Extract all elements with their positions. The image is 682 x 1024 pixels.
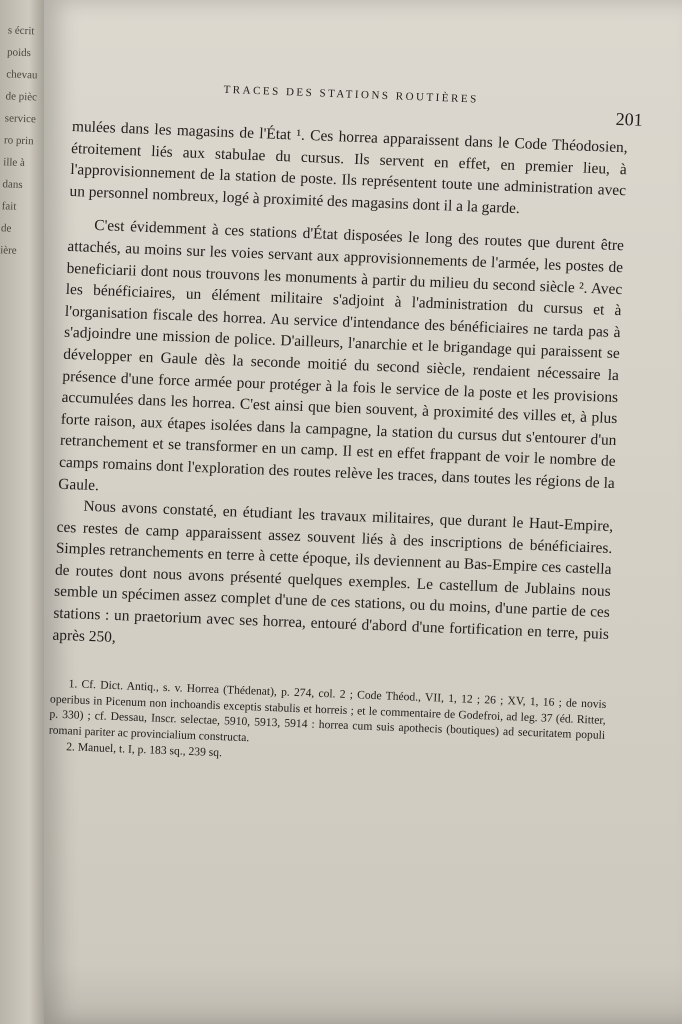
paragraph-2: C'est évidemment à ces stations d'État disposées le long des routes que durent être attachés, au moins sur les voies servant aux approvisionnements de l'armée, les postes de beneficiarii dont nous trouvons les monuments à partir du milieu du second siècle ². Avec les bénéficiaires, un élément militaire s'adjoint à l'administration du cursus et à l'organisation fiscale des horrea. Au service d'intendance des bénéficiaires ne tarda pas à s'adjoindre une mission de police. D'ailleurs, l'anarchie et le brigandage qui paraissent se développer en Gaule dès la seconde moitié du second siècle, rendaient nécessaire la présence d'une force armée pour protéger à la fois le service de la poste et les provisions accumulées dans les horrea. C'est ainsi que bien souvent, à proximité des villes et, à plus forte raison, aux étapes isolées dans la campagne, la station du cursus dut s'entourer d'un retranchement et se transformer en un camp. Il est en effet frappant de voir le nombre de camps romains dont l'exploration des routes relève les traces, dans toutes les régions de la Gaule. xyxy=(58,217,625,494)
fragment: ière xyxy=(0,244,17,257)
page-content xyxy=(48,76,644,775)
fragment: service xyxy=(4,112,37,126)
facing-page-edge xyxy=(0,0,48,1024)
book-page xyxy=(44,0,682,1024)
running-head: TRACES DES STATIONS ROUTIÈRES xyxy=(223,83,479,106)
fragment: poids xyxy=(6,46,32,60)
fragment: s écrit xyxy=(7,24,35,38)
facing-page-fragments xyxy=(0,19,48,262)
fragment: de pièc xyxy=(5,90,38,104)
paragraph-1: mulées dans les magasins de l'État ¹. Ces horrea apparaissent dans le Code Théodosien, étroitement liés aux stabulae du cursus. Ils servent en effet, en premier lieu, à l'approvisionnement de la station de poste. Ils représentent toute une administration avec un personnel nombreux, logé à proximité des magasins dont il a la garde. xyxy=(69,117,628,217)
fragment: ille à xyxy=(3,156,26,170)
body-text xyxy=(52,116,628,667)
paragraph-3: Nous avons constaté, en étudiant les travaux militaires, que durant le Haut-Empire, ces restes de camp apparaissent assez souvent liés à des inscriptions de bénéficiaires. Simples retranchements en terre à cette époque, ils deviennent au Bas-Empire ces castella de routes dont nous avons présenté quelques exemples. Le castellum de Jublains nous semble un spécimen assez complet d'une de ces stations, ou du moins, d'une partie de ces stations : un praetorium avec ses horrea, entouré d'abord d'une fortification en terre, puis après 250, xyxy=(52,497,614,646)
footnote-2: 2. Manuel, t. I, p. 183 sq., 239 sq. xyxy=(66,739,223,759)
page-shadow xyxy=(44,964,682,1024)
page-number: 201 xyxy=(615,108,644,130)
footnotes xyxy=(48,676,607,775)
fragment: de xyxy=(0,222,12,235)
fragment: fait xyxy=(1,200,17,213)
fragment: chevau xyxy=(6,68,38,82)
footnote-1: 1. Cf. Dict. Antiq., s. v. Horrea (Thédenat), p. 274, col. 2 ; Code Théod., VII, 1, 12 ; 26 ; XV, 1, 16 ; de novis operibus in Picenum non inchoandis exceptis stabulis et horreis ; et le commentaire de Godefroi, ad leg. 37 (éd. Ritter, p. 330) ; cf. Dessau, Inscr. selectae, 5910, 5913, 5914 : horrea cum suis apothecis (boutiques) ad securitatem populi romani pariter ac provincialium constructa. xyxy=(48,677,607,745)
fragment: ro prin xyxy=(3,134,34,148)
fragment: dans xyxy=(2,178,23,191)
